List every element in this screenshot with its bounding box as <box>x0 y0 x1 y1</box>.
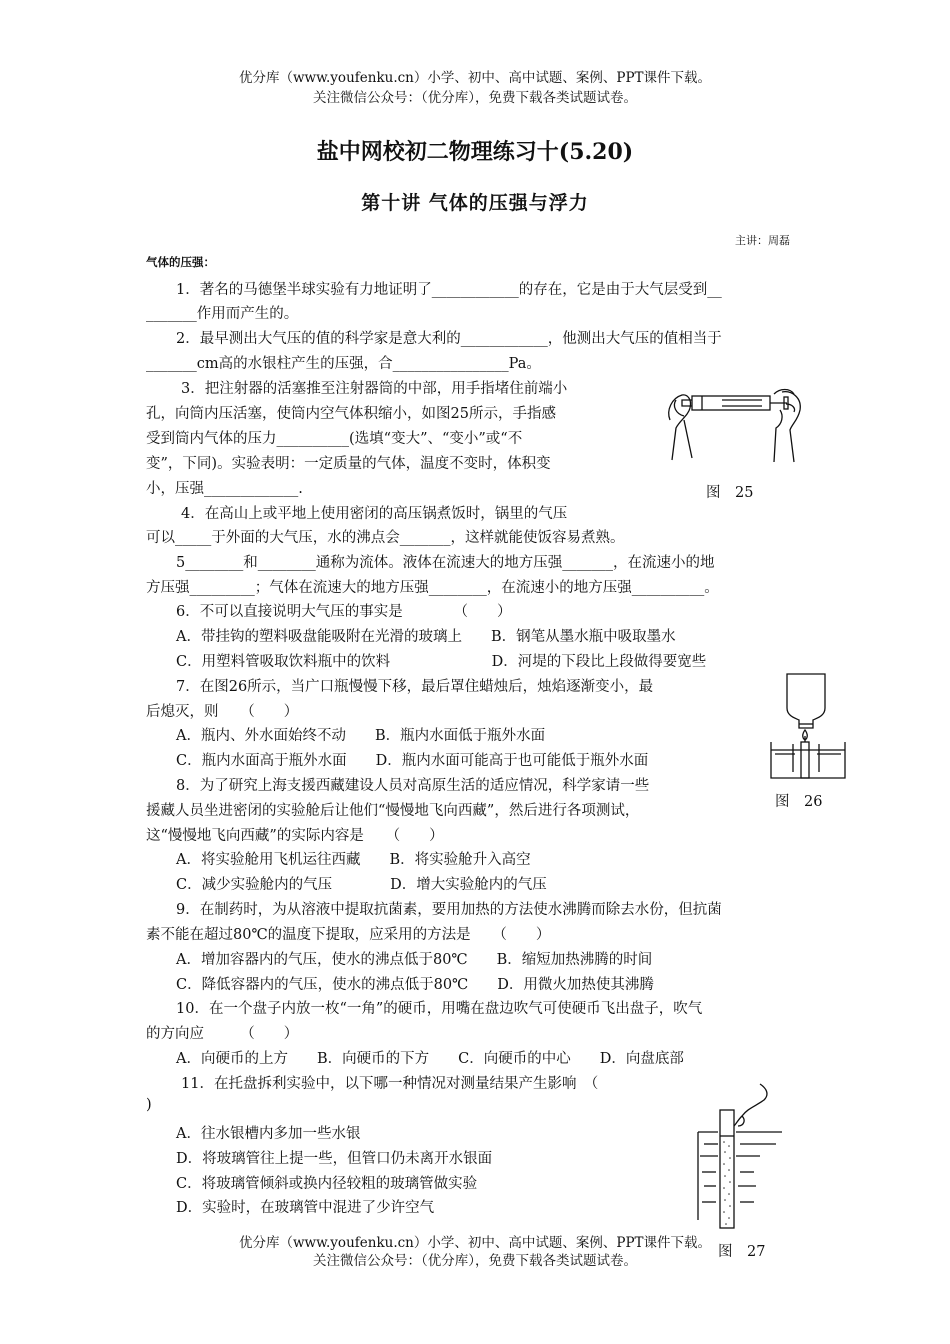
q3-line-4: 变”，下同)。实验表明：一定质量的气体，温度不变时，体积变 <box>146 456 551 472</box>
page-title: 盐中网校初二物理练习十(5.20) <box>316 139 634 165</box>
q10-line-2: 的方向应 （ ） <box>146 1026 299 1042</box>
figure-26-caption: 图 26 <box>775 794 823 810</box>
q4-line-2: 可以_____于外面的大气压，水的沸点会_______，这样就能使饭容易煮熟。 <box>146 530 625 546</box>
q7-options-cd: C．瓶内水面高于瓶外水面 D．瓶内水面可能高于也可能低于瓶外水面 <box>176 753 649 769</box>
q2-line-1: 2．最早测出大气压的值的科学家是意大利的____________，他测出大气压的值相当于 <box>176 331 722 347</box>
q1-line-1: 1．著名的马德堡半球实验有力地证明了____________的存在，它是由于大气层受到__ <box>176 282 722 298</box>
q10-line-1: 10．在一个盘子内放一枚“一角”的硬币，用嘴在盘边吹气可使硬币飞出盘子，吹气 <box>176 1001 703 1017</box>
q9-options-cd: C．降低容器内的气压，使水的沸点低于80℃ D．用微火加热使其沸腾 <box>176 977 654 993</box>
q11-line-2: ) <box>146 1097 152 1113</box>
q3-line-5: 小，压强_____________. <box>146 481 303 497</box>
q8-options-ab: A．将实验舱用飞机运往西藏 B．将实验舱升入高空 <box>176 852 531 868</box>
footer-line-1: 优分库（www.youfenku.cn）小学、初中、高中试题、案例、PPT课件下载。 <box>238 1235 712 1251</box>
page-subtitle: 第十讲 气体的压强与浮力 <box>361 192 589 214</box>
figure-25-syringe <box>662 380 812 475</box>
q7-options-ab: A．瓶内、外水面始终不动 B．瓶内水面低于瓶外水面 <box>176 728 546 744</box>
q3-line-1: 3．把注射器的活塞推至注射器筒的中部，用手指堵住前端小 <box>181 381 568 397</box>
q3-line-3: 受到筒内气体的压力__________(选填“变大”、“变小”或“不 <box>146 431 523 447</box>
q8-line-2: 援藏人员坐进密闭的实验舱后让他们“慢慢地飞向西藏”，然后进行各项测试， <box>146 803 640 819</box>
q8-options-cd: C．减少实验舱内的气压 D．增大实验舱内的气压 <box>176 877 547 893</box>
q9-options-ab: A．增加容器内的气压，使水的沸点低于80℃ B．缩短加热沸腾的时间 <box>176 952 653 968</box>
q11-option-a: A．往水银槽内多加一些水银 <box>176 1126 361 1142</box>
q6-options-cd: C．用塑料管吸取饮料瓶中的饮料 D．河堤的下段比上段做得要宽些 <box>176 654 707 670</box>
q11-option-c: C．将玻璃管倾斜或换内径较粗的玻璃管做实验 <box>176 1176 478 1192</box>
q11-option-d2: D．实验时，在玻璃管中混进了少许空气 <box>176 1200 435 1216</box>
figure-27-torricelli-tube <box>690 1080 790 1230</box>
q5-line-2: 方压强_________；气体在流速大的地方压强________，在流速小的地方压强__________。 <box>146 580 719 596</box>
q3-line-2: 孔，向筒内压活塞，使筒内空气体积缩小，如图25所示，手指感 <box>146 406 556 422</box>
figure-27-caption: 图 27 <box>718 1244 766 1260</box>
q8-line-3: 这“慢慢地飞向西藏”的实际内容是 （ ） <box>146 828 444 844</box>
header-line-1: 优分库（www.youfenku.cn）小学、初中、高中试题、案例、PPT课件下载。 <box>238 70 712 86</box>
figure-26-bottle-candle <box>765 670 850 785</box>
q2-line-2: _______cm高的水银柱产生的压强，合________________Pa。 <box>146 356 541 372</box>
q6-options-ab: A．带挂钩的塑料吸盘能吸附在光滑的玻璃上 B．钢笔从墨水瓶中吸取墨水 <box>176 629 676 645</box>
q10-options: A．向硬币的上方 B．向硬币的下方 C．向硬币的中心 D．向盘底部 <box>176 1051 684 1067</box>
q5-line-1: 5________和________通称为流体。液体在流速大的地方压强_______，在流速小的地 <box>176 555 715 571</box>
q9-line-2: 素不能在超过80℃的温度下提取，应采用的方法是 （ ） <box>146 927 551 943</box>
figure-25-caption: 图 25 <box>706 485 754 501</box>
q11-line-1: 11．在托盘拆利实验中，以下哪一种情况对测量结果产生影响 （ <box>181 1076 599 1092</box>
lecturer: 主讲：周磊 <box>735 234 790 247</box>
q8-line-1: 8．为了研究上海支援西藏建设人员对高原生活的适应情况，科学家请一些 <box>176 778 650 794</box>
q7-line-1: 7．在图26所示，当广口瓶慢慢下移，最后罩住蜡烛后，烛焰逐渐变小，最 <box>176 679 654 695</box>
q11-option-d1: D．将玻璃管往上提一些，但管口仍未离开水银面 <box>176 1151 493 1167</box>
q1-line-2: _______作用而产生的。 <box>146 306 299 322</box>
section-heading: 气体的压强： <box>146 255 215 269</box>
footer-line-2: 关注微信公众号：（优分库），免费下载各类试题试卷。 <box>313 1253 637 1269</box>
q9-line-1: 9．在制药时，为从溶液中提取抗菌素，要用加热的方法使水沸腾而除去水份，但抗菌 <box>176 902 722 918</box>
q4-line-1: 4．在高山上或平地上使用密闭的高压锅煮饭时，锅里的气压 <box>181 506 568 522</box>
q7-line-2: 后熄灭，则 （ ） <box>146 704 299 720</box>
header-line-2: 关注微信公众号：（优分库），免费下载各类试题试卷。 <box>313 90 637 106</box>
q6-stem: 6．不可以直接说明大气压的事实是 （ ） <box>176 604 512 620</box>
